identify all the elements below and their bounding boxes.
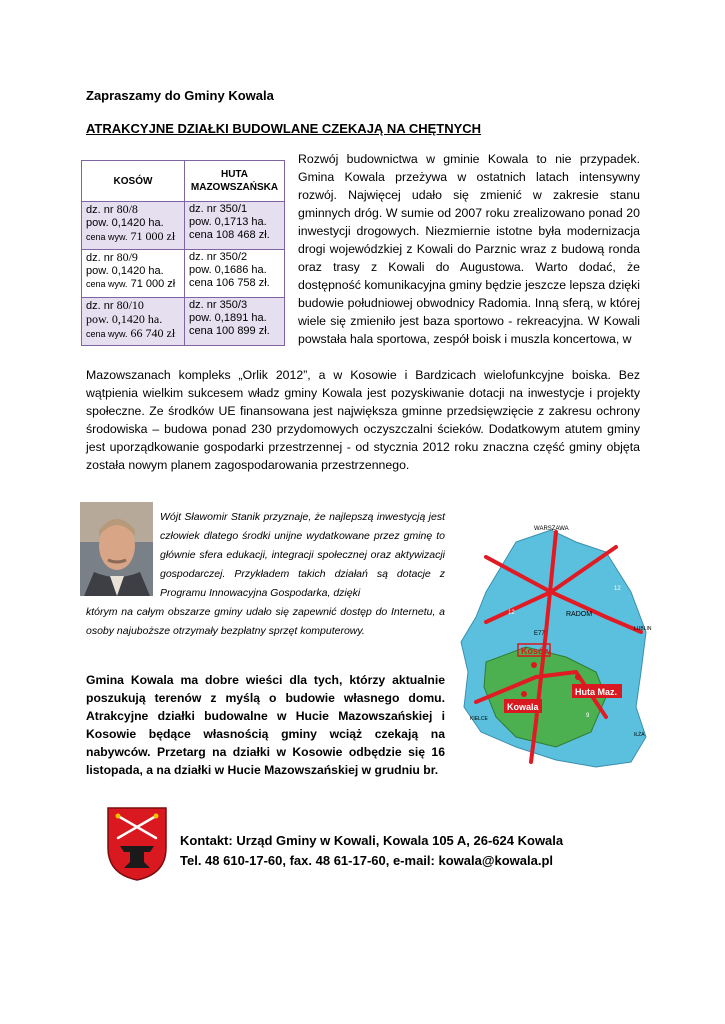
contact-phone-email: Tel. 48 610-17-60, fax. 48 61-17-60, e-mail: kowala@kowala.pl [180, 853, 554, 868]
lot-nr-value: 80/9 [116, 250, 138, 264]
contact-block [180, 831, 563, 871]
lot-nr-value: 80/8 [116, 202, 138, 216]
contact-address: Kontakt: Urząd Gminy w Kowali, Kowala 105 A, 26-624 Kowala [180, 833, 564, 848]
lot-cell-huta [185, 298, 285, 346]
lots-row [82, 250, 285, 298]
map-label-road7: 7 [624, 568, 628, 574]
lot-area: pow. 0,1420 ha. [86, 217, 164, 229]
lot-price: cena 106 758 zł. [189, 277, 270, 289]
mayor-quote-part2: którym na całym obszarze gminy udało się zapewnić dostęp do Internetu, a osoby najuboższe otrzymały bezpłatny sprzęt komputerowy. [86, 606, 445, 637]
page-subtitle: ATRAKCYJNE DZIAŁKI BUDOWLANE CZEKAJĄ NA CHĘTNYCH [86, 121, 482, 136]
map-label-road9: 9 [586, 713, 590, 719]
lot-price-label: cena wyw. [86, 279, 128, 289]
map-label-radom: RADOM [566, 611, 593, 618]
lot-nr: dz. nr 350/1 [189, 203, 248, 215]
lot-cell-huta [185, 202, 285, 250]
lots-header-huta-line1: HUTA [220, 169, 249, 180]
body-paragraph-right: Rozwój budownictwa w gminie Kowala to nie przypadek. Gmina Kowala przeżywa w ostatnich latach intensywny rozwój. Najwięcej udało się zmienić w zakresie stanu gminnych dróg. W sumie od 2007 roku zrealizowano ponad 20 inwestycji drogowych. Niezmiernie istotne była modernizacja drogi wojewódzkiej z Kowali do Parznic wraz z budową ronda oraz trasy z Kowali do Augustowa. Warto dodać, że dostępność komunikacyjna gminy będzie jeszcze lepsza dzięki budowie południowej obwodnicy Radomia. Inną sferą, w której wiele się zmieniło jest baza sportowo - rekreacyjna. W Kowali powstała hala sportowa, zespół boisk i muszla koncertowa, w [298, 152, 640, 346]
body-paragraph-full: Mazowszanach kompleks „Orlik 2012”, a w Kosowie i Bardzicach wielofunkcyjne boiska. Bez wątpienia wielkim sukcesem władz gminy Kowala jest pozyskiwanie dotacji na inwestycje i projekty społeczne. Ze środków UE finansowana jest największa gminne przedsięwzięcie z zakresu ochrony środowiska – budowa ponad 230 przydomowych oczyszczalni ścieków. Dodatkowym atutem gminy jest uporządkowanie gospodarki przestrzennej - od stycznia 2012 roku znaczna część gminy objęta została nowym planem zagospodarowania przestrzennego. [86, 368, 640, 472]
lots-row [82, 298, 285, 346]
mayor-quote-part1: Wójt Sławomir Stanik przyznaje, że najlepszą inwestycją jest człowiek dlatego środki unijne wydatkowane przez gminę to głównie sfera edukacji, integracji społecznej oraz aktywizacji gospodarczej. Przykładem takich działań są dotacje z Programu Innowacyjna Gospodarka, dzięki [160, 511, 445, 599]
map-label-e77: E77 [534, 631, 545, 637]
lots-header-huta-line2: MAZOWSZAŃSKA [190, 182, 279, 193]
lot-price: cena 100 899 zł. [189, 325, 270, 337]
lot-nr: dz. nr 350/3 [189, 299, 248, 311]
lot-nr-label: dz. nr [86, 252, 117, 264]
lot-cell-kosow [82, 202, 185, 250]
lot-cell-kosow [82, 298, 185, 346]
map-label-warszawa: WARSZAWA [534, 526, 569, 532]
lot-cell-kosow [82, 250, 185, 298]
map-label-lublin: LUBLIN [634, 626, 652, 632]
map-label-kosow: Kosów [521, 646, 551, 656]
mayor-photo [80, 502, 153, 596]
lots-header-huta [185, 161, 285, 202]
lot-nr: dz. nr 350/2 [189, 251, 248, 263]
lot-price: 71 000 zł [127, 278, 176, 290]
lot-area: pow. 0,1891 ha. [189, 312, 267, 324]
lot-nr-label: dz. nr [86, 300, 117, 312]
lot-price: 71 000 zł [127, 229, 176, 243]
lot-price: 66 740 zł [127, 326, 176, 340]
lot-area: pow. 0,1420 ha. [86, 265, 164, 277]
lot-price-label: cena wyw. [86, 329, 128, 339]
lot-price-label: cena wyw. [86, 232, 128, 242]
coat-of-arms-icon [106, 806, 168, 882]
lot-price: cena 108 468 zł. [189, 229, 270, 241]
lot-area: pow. 0,1686 ha. [189, 264, 267, 276]
lot-nr-label: dz. nr [86, 204, 117, 216]
map-label-kowala: Kowala [507, 702, 539, 712]
lots-row [82, 202, 285, 250]
region-map [456, 522, 656, 772]
map-label-ilza: IŁŻA [634, 732, 645, 738]
lots-table [81, 160, 285, 346]
map-label-road12a: 12 [508, 610, 515, 616]
lot-cell-huta [185, 250, 285, 298]
lot-area: pow. 0,1420 ha. [86, 312, 163, 326]
page-title: Zapraszamy do Gminy Kowala [86, 88, 274, 103]
lot-nr-value: 80/10 [116, 298, 144, 312]
map-label-huta: Huta Maz. [575, 687, 618, 697]
lots-header-kosow: KOSÓW [82, 161, 185, 202]
announcement-paragraph: Gmina Kowala ma dobre wieści dla tych, którzy aktualnie poszukują terenów z myślą o budowie własnego domu. Atrakcyjne działki budowalne w Hucie Mazowszańskiej i Kosowie będące własnością gminy wciąż czekają na nabywców. Przetarg na działki w Kosowie odbędzie się 16 listopada, a na działki w Hucie Mazowszańskiej w grudniu br. [86, 673, 445, 777]
map-label-road12b: 12 [614, 586, 621, 592]
map-label-kielce: KIELCE [470, 716, 488, 722]
lot-area: pow. 0,1713 ha. [189, 216, 267, 228]
